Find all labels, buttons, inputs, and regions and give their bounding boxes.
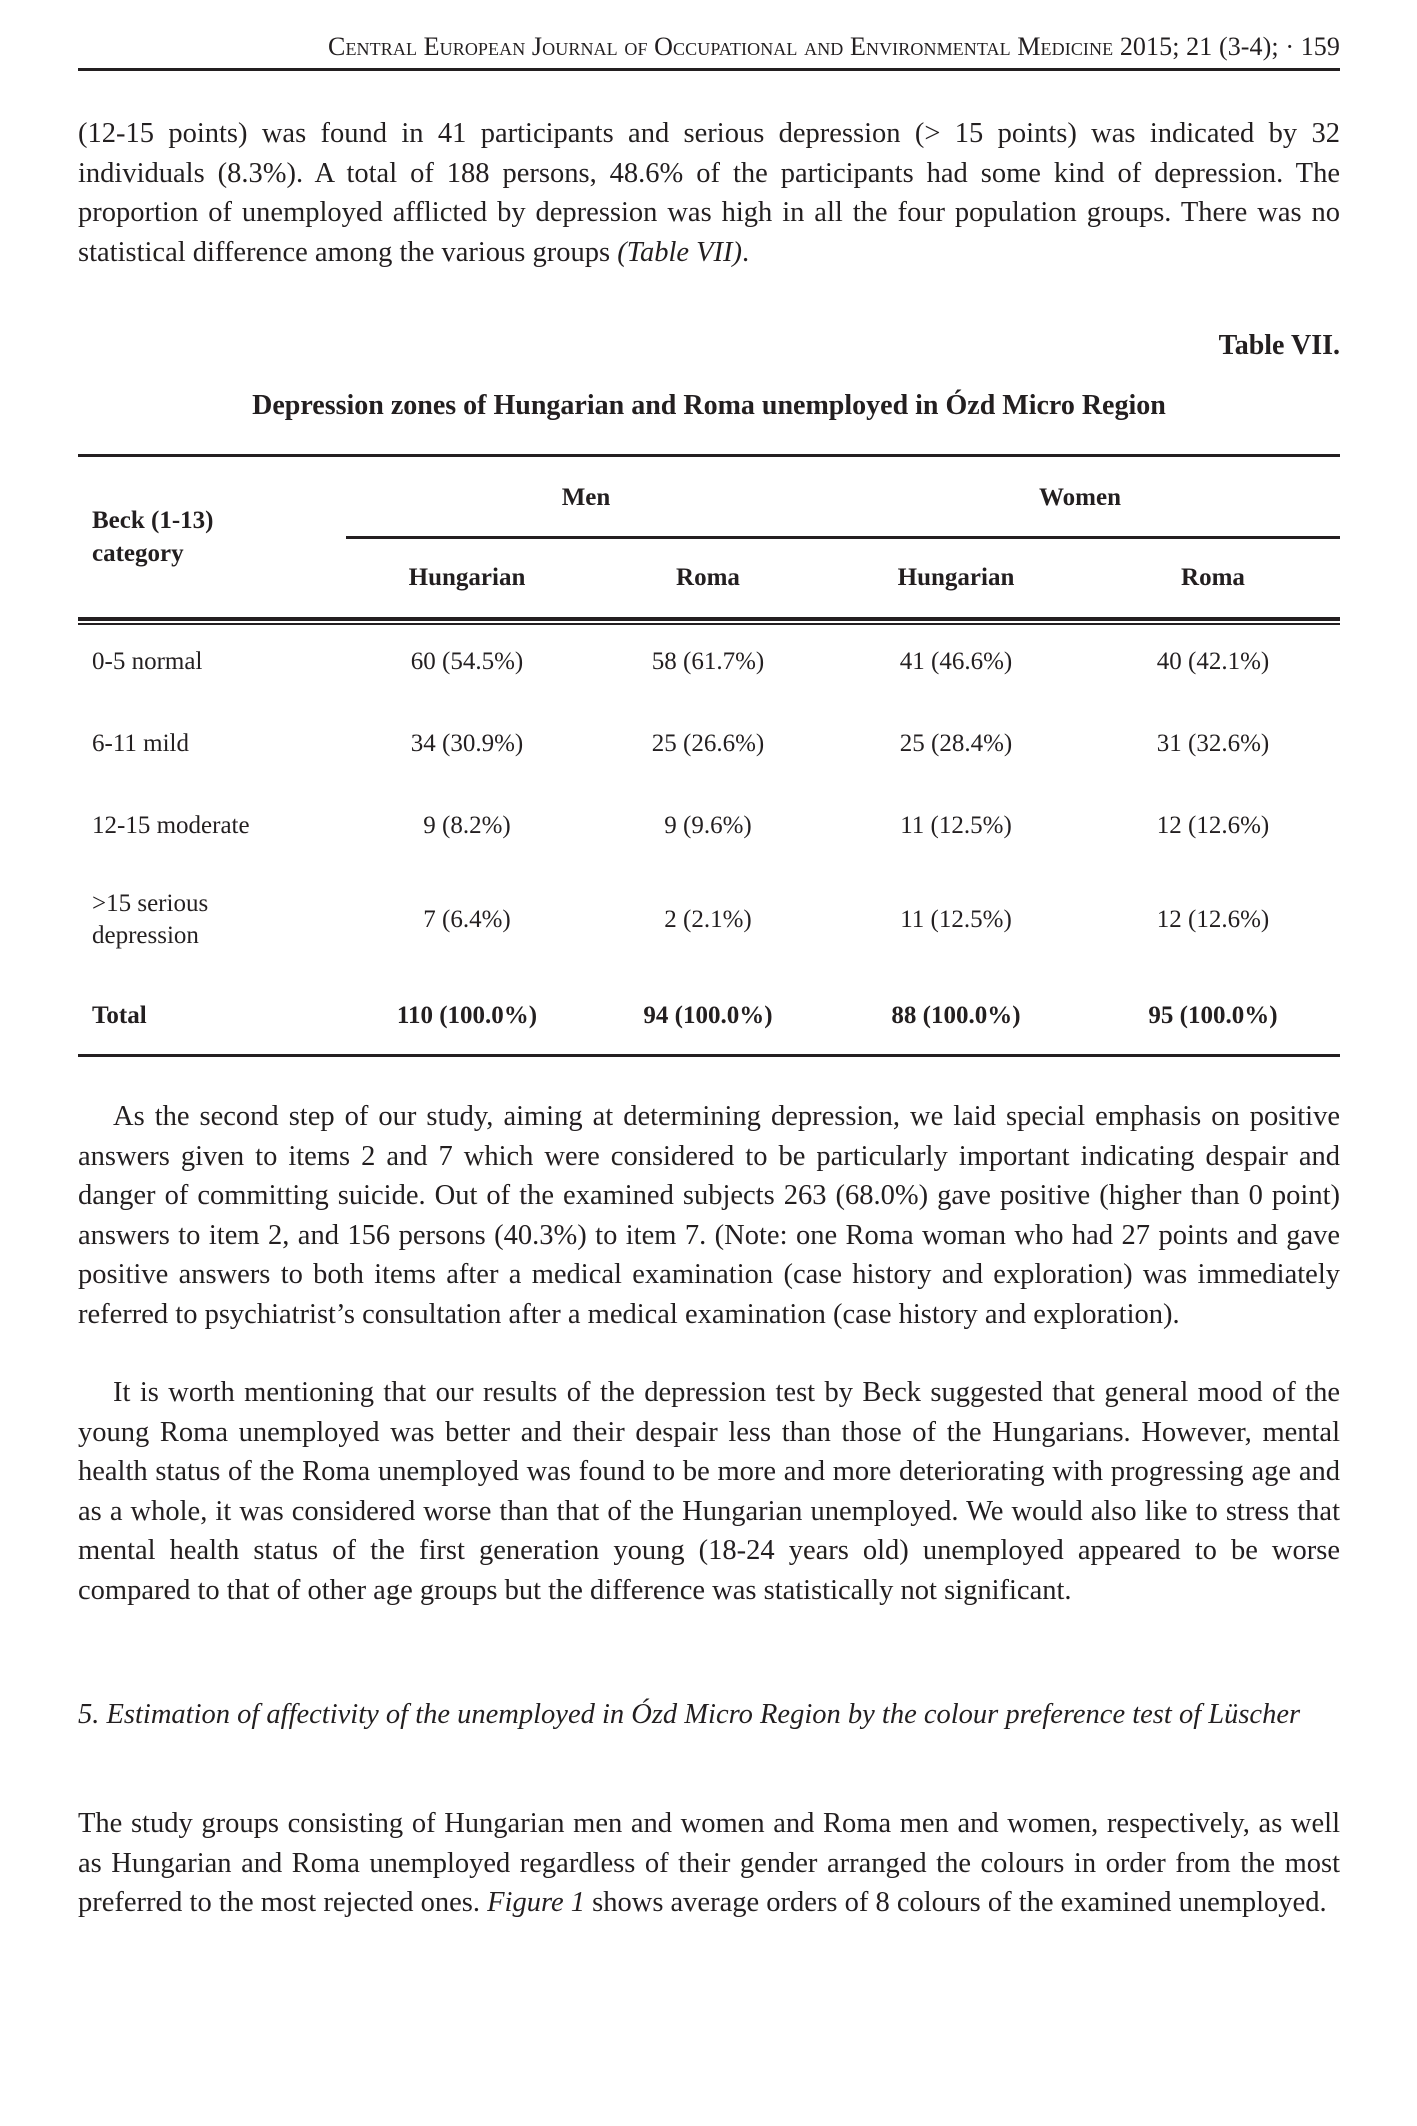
table-cell: 25 (28.4%) xyxy=(899,730,1013,757)
row-label: >15 serious xyxy=(92,890,209,917)
table-group-rule xyxy=(346,536,1340,539)
intro-text: (12-15 points) was found in 41 participants and serious depression (> 15 points) was indicated by 32 individuals (8.3%). A total of 188 persons, 48.6% of the participants had some kind of depression. The proportion of unemployed afflicted by depression was high in all the four population groups. There was no statistical difference among the various groups xyxy=(78,118,1340,268)
table-cell: 12 (12.6%) xyxy=(1156,906,1270,933)
table-cell: 11 (12.5%) xyxy=(900,812,1012,839)
column-header-women-roma: Roma xyxy=(1181,564,1245,591)
table-cell: 9 (9.6%) xyxy=(664,812,752,839)
running-header: Central European Journal of Occupational and Environmental Medicine 2015; 21 (3-4); · 159 xyxy=(328,32,1340,61)
row-label-line2: depression xyxy=(92,922,199,949)
section-title: Estimation of affectivity of the unemployed in Ózd Micro Region by the colour preference test of Lüscher xyxy=(106,1699,1301,1730)
table-cell: 60 (54.5%) xyxy=(410,648,524,675)
table-cell: 34 (30.9%) xyxy=(410,730,524,757)
column-header-men-hungarian: Hungarian xyxy=(408,564,526,591)
paragraph-worth-mentioning: It is worth mentioning that our results of the depression test by Beck suggested that general mood of the young Roma unemployed was better and their despair less than those of the Hungarians. However, mental health status of the Roma unemployed was found to be more and more deteriorating with progressing age and as a whole, it was considered worse than that of the Hungarian unemployed. We would also like to stress that mental health status of the first generation young (18-24 years old) unemployed appeared to be worse compared to that of other age groups but the difference was statistically not significant. xyxy=(78,1377,1340,1606)
table-header-rule-thin xyxy=(78,623,1340,625)
table-reference[interactable]: (Table VII) xyxy=(617,236,743,268)
group-header-men: Men xyxy=(561,484,611,511)
paragraph-intro xyxy=(78,114,1340,272)
paragraph-second-step: As the second step of our study, aiming at determining depression, we laid special emphasis on positive answers given to items 2 and 7 which were considered to be particularly important indicating despair and danger of committing suicide. Out of the examined subjects 263 (68.0%) gave positive (higher than 0 point) answers to item 2, and 156 persons (40.3%) to item 7. (Note: one Roma woman who had 27 points and gave positive answers to both items after a medical examination (case history and exploration) was immediately referred to psychiatrist’s consultation after a medical examination (case history and exploration). xyxy=(78,1101,1340,1330)
table-cell-total: 94 (100.0%) xyxy=(643,1002,773,1029)
figure-reference[interactable]: Figure 1 xyxy=(487,1887,586,1918)
row-label: 0-5 normal xyxy=(92,648,203,675)
table-cell: 9 (8.2%) xyxy=(423,812,511,839)
group-header-women: Women xyxy=(1039,484,1121,511)
section-number: 5. xyxy=(78,1699,100,1730)
table-cell: 7 (6.4%) xyxy=(423,906,511,933)
table-cell: 31 (32.6%) xyxy=(1156,730,1270,757)
section-heading xyxy=(78,1695,1340,1735)
table-label: Table VII. xyxy=(1218,330,1340,361)
paragraph-study-groups xyxy=(78,1804,1340,1923)
row-label-total: Total xyxy=(92,1002,147,1029)
table-cell: 2 (2.1%) xyxy=(664,906,752,933)
table-cell-total: 110 (100.0%) xyxy=(396,1002,538,1029)
table-header-rule xyxy=(78,617,1340,621)
table-cell-total: 88 (100.0%) xyxy=(891,1002,1021,1029)
column-header-women-hungarian: Hungarian xyxy=(897,564,1015,591)
table-cell: 25 (26.6%) xyxy=(651,730,765,757)
row-header-line2: category xyxy=(92,540,184,567)
intro-end: . xyxy=(742,236,750,268)
table-cell: 58 (61.7%) xyxy=(651,648,765,675)
study-groups-text: The study groups consisting of Hungarian men and women and Roma men and women, respectively, as well as Hungarian and Roma unemployed regardless of their gender arranged the colours in order from the most preferred to the most rejected ones. xyxy=(78,1808,1340,1918)
header-rule xyxy=(78,68,1340,71)
table-cell: 41 (46.6%) xyxy=(899,648,1013,675)
study-groups-end: shows average orders of 8 colours of the examined unemployed. xyxy=(585,1887,1327,1918)
column-header-men-roma: Roma xyxy=(676,564,740,591)
table-bottom-rule xyxy=(78,1054,1340,1057)
row-header-line1: Beck (1-13) xyxy=(92,507,214,534)
table-title: Depression zones of Hungarian and Roma unemployed in Ózd Micro Region xyxy=(252,390,1166,421)
table-top-rule xyxy=(78,454,1340,457)
table-cell: 11 (12.5%) xyxy=(900,906,1012,933)
table-cell: 40 (42.1%) xyxy=(1156,648,1270,675)
table-cell-total: 95 (100.0%) xyxy=(1148,1002,1278,1029)
row-label: 12-15 moderate xyxy=(92,812,250,839)
table-cell: 12 (12.6%) xyxy=(1156,812,1270,839)
row-label: 6-11 mild xyxy=(92,730,189,757)
